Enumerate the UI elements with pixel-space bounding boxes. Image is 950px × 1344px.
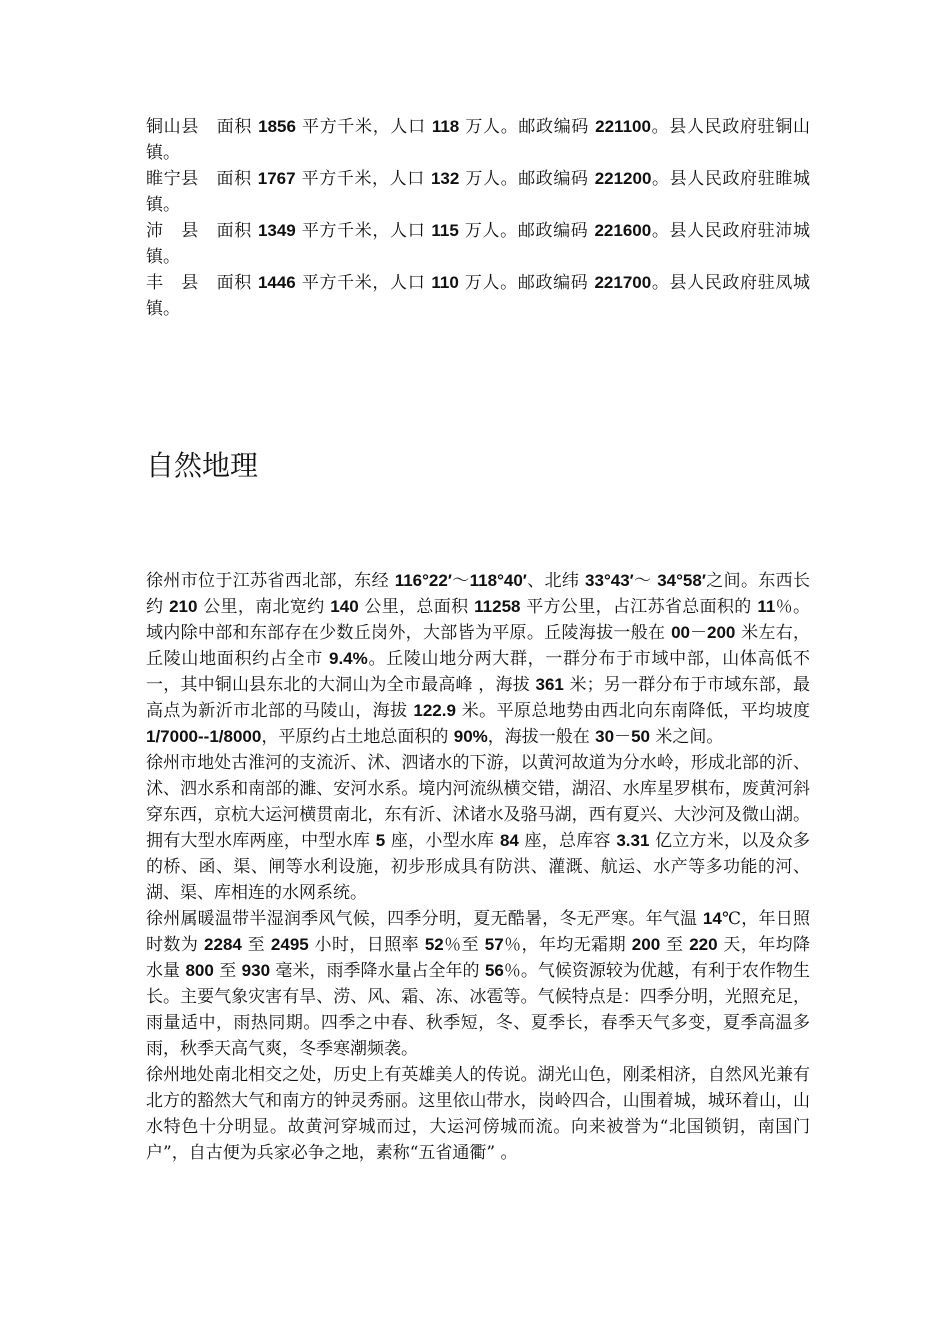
county-entry-peixian: 沛 县 面积 1349 平方千米，人口 115 万人。邮政编码 221600。县人民政府驻沛城镇。	[146, 221, 811, 267]
section-title: 自然地理	[146, 449, 259, 482]
section-spacer	[146, 322, 810, 446]
paragraph-location: 徐州市位于江苏省西北部，东经 116°22′～118°40′、北纬 33°43′～ 34°58′之间。东西长约 210 公里，南北宽约 140 公里，总面积 11258 平方公里，占江苏省总面积的 11％。域内除中部和东部存在少数丘岗外，大部皆为平原。丘陵海拔一般在 00－200 米左右，丘陵山地面积约占全市 9.4%。丘陵山地分两大群，一群分布于市域中部，山体高低不一，其中铜山县东北的大洞山为全市最高峰 ，海拔 361 米；另一群分布于市域东部，最高点为新沂市北部的马陵山，海拔 122.9 米。平原总地势由西北向东南降低，平均坡度 1/7000--1/8000，平原约占土地总面积的 90%，海拔一般在 30－50 米之间。	[146, 571, 811, 747]
document-page	[146, 114, 810, 1166]
county-entry-tongshan: 铜山县 面积 1856 平方千米，人口 118 万人。邮政编码 221100。县人民政府驻铜山镇。	[146, 117, 811, 163]
county-list	[146, 114, 810, 322]
title-spacer	[146, 486, 810, 568]
county-entry-suining: 睢宁县 面积 1767 平方千米，人口 132 万人。邮政编码 221200。县人民政府驻睢城镇。	[146, 169, 810, 215]
county-entry-fengxian: 丰 县 面积 1446 平方千米，人口 110 万人。邮政编码 221700。县人民政府驻凤城镇。	[146, 273, 811, 319]
paragraph-climate: 徐州属暖温带半湿润季风气候，四季分明，夏无酷暑，冬无严寒。年气温 14℃，年日照时数为 2284 至 2495 小时，日照率 52％至 57％，年均无霜期 200 至 220 天，年均降水量 800 至 930 毫米，雨季降水量占全年的 56％。气候资源较为优越，有利于农作物生长。主要气象灾害有旱、涝、风、霜、冻、冰雹等。气候特点是：四季分明，光照充足，雨量适中，雨热同期。四季之中春、秋季短，冬、夏季长，春季天气多变，夏季高温多雨，秋季天高气爽，冬季寒潮频袭。	[146, 909, 811, 1059]
section-body	[146, 568, 810, 1166]
paragraph-rivers: 徐州市地处古淮河的支流沂、沭、泗诸水的下游，以黄河故道为分水岭，形成北部的沂、沭、泗水系和南部的濉、安河水系。境内河流纵横交错，湖沼、水库星罗棋布，废黄河斜穿东西，京杭大运河横贯南北，东有沂、沭诸水及骆马湖，西有夏兴、大沙河及微山湖。 拥有大型水库两座，中型水库 5 座，小型水库 84 座，总库容 3.31 亿立方米，以及众多的桥、函、渠、闸等水利设施，初步形成具有防洪、灌溉、航运、水产等多功能的河、湖、渠、库相连的水网系统。	[146, 753, 810, 903]
paragraph-scenery: 徐州地处南北相交之处，历史上有英雄美人的传说。湖光山色，刚柔相济，自然风光兼有北方的豁然大气和南方的钟灵秀丽。这里依山带水，岗岭四合，山围着城，城环着山，山水特色十分明显。故黄河穿城而过，大运河傍城而流。向来被誉为“北国锁钥，南国门户”，自古便为兵家必争之地，素称“五省通衢” 。	[146, 1065, 810, 1163]
